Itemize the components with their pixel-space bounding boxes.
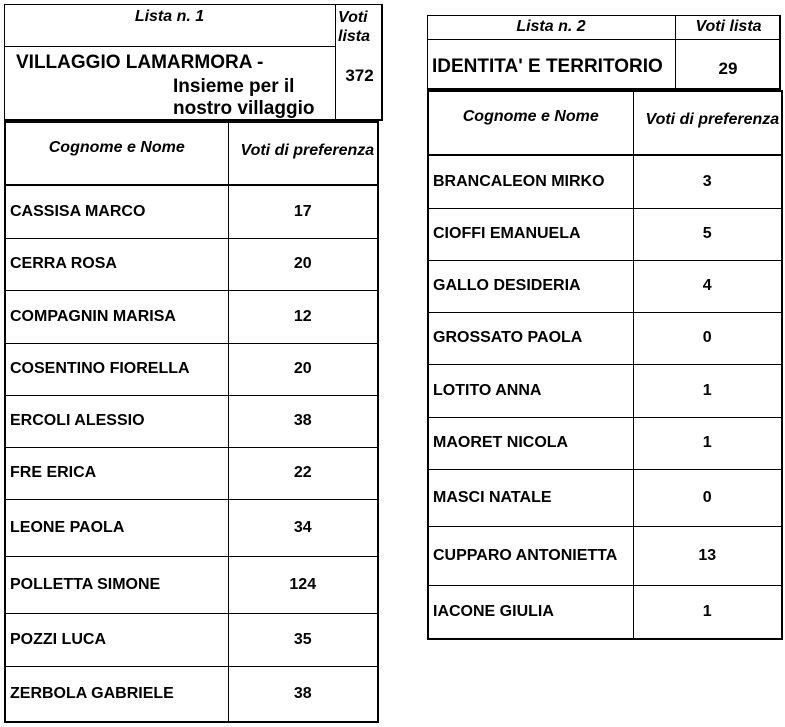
candidate-votes: 20 — [228, 238, 378, 290]
table-row — [428, 526, 782, 585]
candidate-name: LOTITO ANNA — [428, 364, 633, 417]
list1-label: Lista n. 1 — [134, 8, 205, 25]
candidate-votes: 38 — [228, 666, 378, 722]
candidate-name: POLLETTA SIMONE — [5, 556, 228, 613]
list2-total-votes: 29 — [718, 59, 738, 78]
table-row — [5, 185, 378, 238]
candidate-votes: 0 — [633, 469, 782, 526]
table-row — [428, 585, 782, 639]
candidate-votes: 12 — [228, 290, 378, 343]
table-row — [5, 613, 378, 666]
table-row — [5, 447, 378, 499]
candidate-votes: 1 — [633, 364, 782, 417]
table-row — [428, 260, 782, 312]
candidate-name: IACONE GIULIA — [428, 585, 633, 639]
list1-col-votes — [228, 122, 378, 185]
list2-col-votes-text: Voti di preferenza — [645, 111, 780, 128]
candidate-votes: 124 — [228, 556, 378, 613]
table-row — [428, 208, 782, 260]
candidate-name: FRE ERICA — [5, 447, 228, 499]
candidate-name: CUPPARO ANTONIETTA — [428, 526, 633, 585]
table-row — [5, 238, 378, 290]
candidate-name: MASCI NATALE — [428, 469, 633, 526]
candidate-name: ZERBOLA GABRIELE — [5, 666, 228, 722]
list2-col-name — [428, 91, 633, 155]
list1-name-line1: VILLAGGIO LAMARMORA - — [16, 52, 264, 73]
candidate-name: GROSSATO PAOLA — [428, 312, 633, 364]
list2-votes-label: Voti lista — [695, 18, 762, 35]
table-row — [428, 155, 782, 208]
list2-col-name-text: Cognome e Nome — [462, 108, 599, 125]
candidate-name: COMPAGNIN MARISA — [5, 290, 228, 343]
table-row — [428, 364, 782, 417]
candidate-votes: 22 — [228, 447, 378, 499]
table-row — [5, 499, 378, 556]
candidate-name: CASSISA MARCO — [5, 185, 228, 238]
table-row — [5, 556, 378, 613]
candidate-votes: 17 — [228, 185, 378, 238]
candidate-name: ERCOLI ALESSIO — [5, 395, 228, 447]
candidate-votes: 1 — [633, 585, 782, 639]
candidate-votes: 3 — [633, 155, 782, 208]
list1-candidates-table — [4, 121, 379, 723]
list1-name-line2: Insieme per il — [173, 76, 295, 97]
candidate-name: CERRA ROSA — [5, 238, 228, 290]
candidate-name: POZZI LUCA — [5, 613, 228, 666]
list1-col-name — [5, 122, 228, 185]
candidate-name: LEONE PAOLA — [5, 499, 228, 556]
candidate-name: MAORET NICOLA — [428, 417, 633, 469]
list1-col-votes-text: Voti di preferenza — [240, 142, 375, 159]
list2-header — [427, 15, 781, 90]
table-row — [428, 312, 782, 364]
list1-col-name-text: Cognome e Nome — [48, 139, 185, 156]
candidate-name: CIOFFI EMANUELA — [428, 208, 633, 260]
candidate-votes: 38 — [228, 395, 378, 447]
list1-header — [4, 4, 383, 121]
table-row — [428, 469, 782, 526]
list2-name: IDENTITA' E TERRITORIO — [432, 56, 663, 77]
candidate-name: BRANCALEON MIRKO — [428, 155, 633, 208]
candidate-name: GALLO DESIDERIA — [428, 260, 633, 312]
candidate-votes: 1 — [633, 417, 782, 469]
candidate-votes: 34 — [228, 499, 378, 556]
candidate-name: COSENTINO FIORELLA — [5, 343, 228, 395]
candidate-votes: 35 — [228, 613, 378, 666]
table-row — [5, 395, 378, 447]
candidate-votes: 4 — [633, 260, 782, 312]
list1-name-line3: nostro villaggio — [173, 98, 315, 119]
candidate-votes: 13 — [633, 526, 782, 585]
table-row — [428, 417, 782, 469]
table-row — [5, 290, 378, 343]
list2-label: Lista n. 2 — [516, 18, 586, 35]
candidate-votes: 5 — [633, 208, 782, 260]
list1-votes-label: Voti lista — [338, 9, 371, 45]
table-row — [5, 666, 378, 722]
table-row — [5, 343, 378, 395]
list2-col-votes — [633, 91, 782, 155]
candidate-votes: 20 — [228, 343, 378, 395]
candidate-votes: 0 — [633, 312, 782, 364]
list2-candidates-table — [427, 90, 783, 640]
list1-total-votes: 372 — [345, 66, 374, 85]
